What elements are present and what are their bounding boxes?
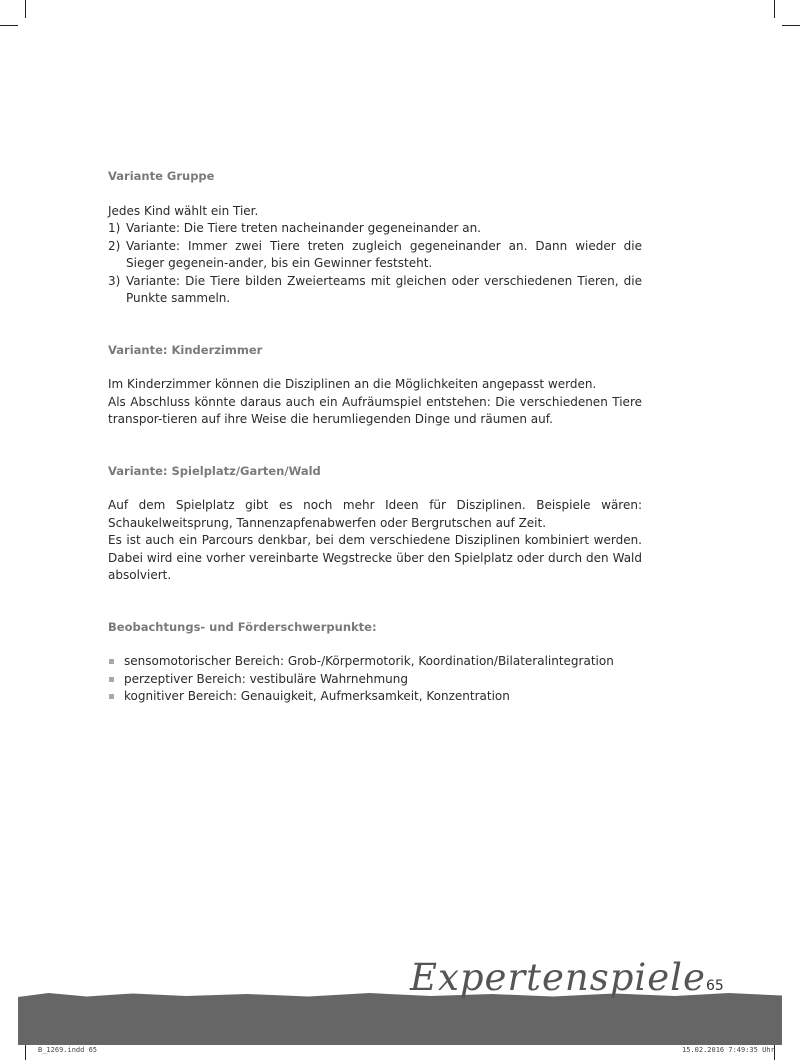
crop-mark: [782, 25, 800, 26]
section-heading: Variante: Kinderzimmer: [108, 342, 263, 357]
list-item: [108, 220, 642, 238]
section-kinderzimmer: [108, 342, 642, 429]
list-item-text: Variante: Die Tiere treten nacheinander gegeneinander an.: [126, 221, 481, 235]
list-item-text: Variante: Die Tiere bilden Zweierteams mit gleichen oder verschiedenen Tieren, die Punkte sammeln.: [126, 273, 642, 305]
footer-band: [18, 997, 782, 1045]
page-content: [108, 168, 642, 740]
list-item: [108, 653, 642, 671]
list-item: [108, 238, 642, 273]
square-bullet-icon: [109, 677, 114, 682]
paragraph: Im Kinderzimmer können die Disziplinen an die Möglichkeiten angepasst werden.: [108, 377, 597, 391]
brand-logo: Expertenspiele: [410, 956, 706, 999]
list-item: [108, 688, 642, 706]
paragraph: Es ist auch ein Parcours denkbar, bei dem verschiedene Disziplinen kombiniert werden. Dabei wird eine vorher vereinbarte Wegstrecke über den Spielplatz oder durch den Wald absolviert.: [108, 533, 642, 582]
paragraph: Als Abschluss könnte daraus auch ein Aufräumspiel entstehen: Die verschiedenen Tiere transpor-tieren auf ihre Weise die herumliegenden Dinge und räumen auf.: [108, 394, 642, 426]
crop-mark: [25, 0, 26, 18]
list-item: [108, 671, 642, 689]
list-item-text: kognitiver Bereich: Genauigkeit, Aufmerksamkeit, Konzentration: [124, 689, 510, 703]
list-item-text: Variante: Immer zwei Tiere treten zugleich gegeneinander an. Dann wieder die Sieger gegenein-ander, bis ein Gewinner feststeht.: [126, 238, 642, 270]
list-number: 3): [108, 273, 121, 288]
slug-date: 15.02.2016 7:49:35 Uhr: [682, 1046, 775, 1054]
paragraph: Auf dem Spielplatz gibt es noch mehr Ideen für Disziplinen. Beispiele wären: Schaukelweitsprung, Tannenzapfenabwerfen oder Bergrutschen auf Zeit.: [108, 498, 642, 530]
intro-text: Jedes Kind wählt ein Tier.: [108, 203, 259, 218]
slug-file: B_1269.indd 65: [38, 1046, 98, 1054]
crop-mark: [0, 25, 18, 26]
variant-list: [108, 220, 642, 308]
section-heading: Variante: Spielplatz/Garten/Wald: [108, 463, 321, 478]
square-bullet-icon: [109, 659, 114, 664]
focus-list: [108, 653, 642, 706]
crop-mark: [774, 0, 775, 18]
list-item-text: perzeptiver Bereich: vestibuläre Wahrnehmung: [124, 671, 409, 686]
section-heading: Variante Gruppe: [108, 169, 215, 183]
page-number: 65: [706, 978, 724, 994]
square-bullet-icon: [109, 694, 114, 699]
list-number: 2): [108, 238, 121, 253]
list-item-text: sensomotorischer Bereich: Grob-/Körpermotorik, Koordination/Bilateralintegration: [124, 654, 614, 668]
section-spielplatz: [108, 463, 642, 585]
section-beobachtung: [108, 619, 642, 706]
section-heading: Beobachtungs- und Förderschwerpunkte:: [108, 619, 377, 634]
list-number: 1): [108, 221, 121, 235]
list-item: [108, 273, 642, 308]
section-variante-gruppe: [108, 168, 642, 308]
